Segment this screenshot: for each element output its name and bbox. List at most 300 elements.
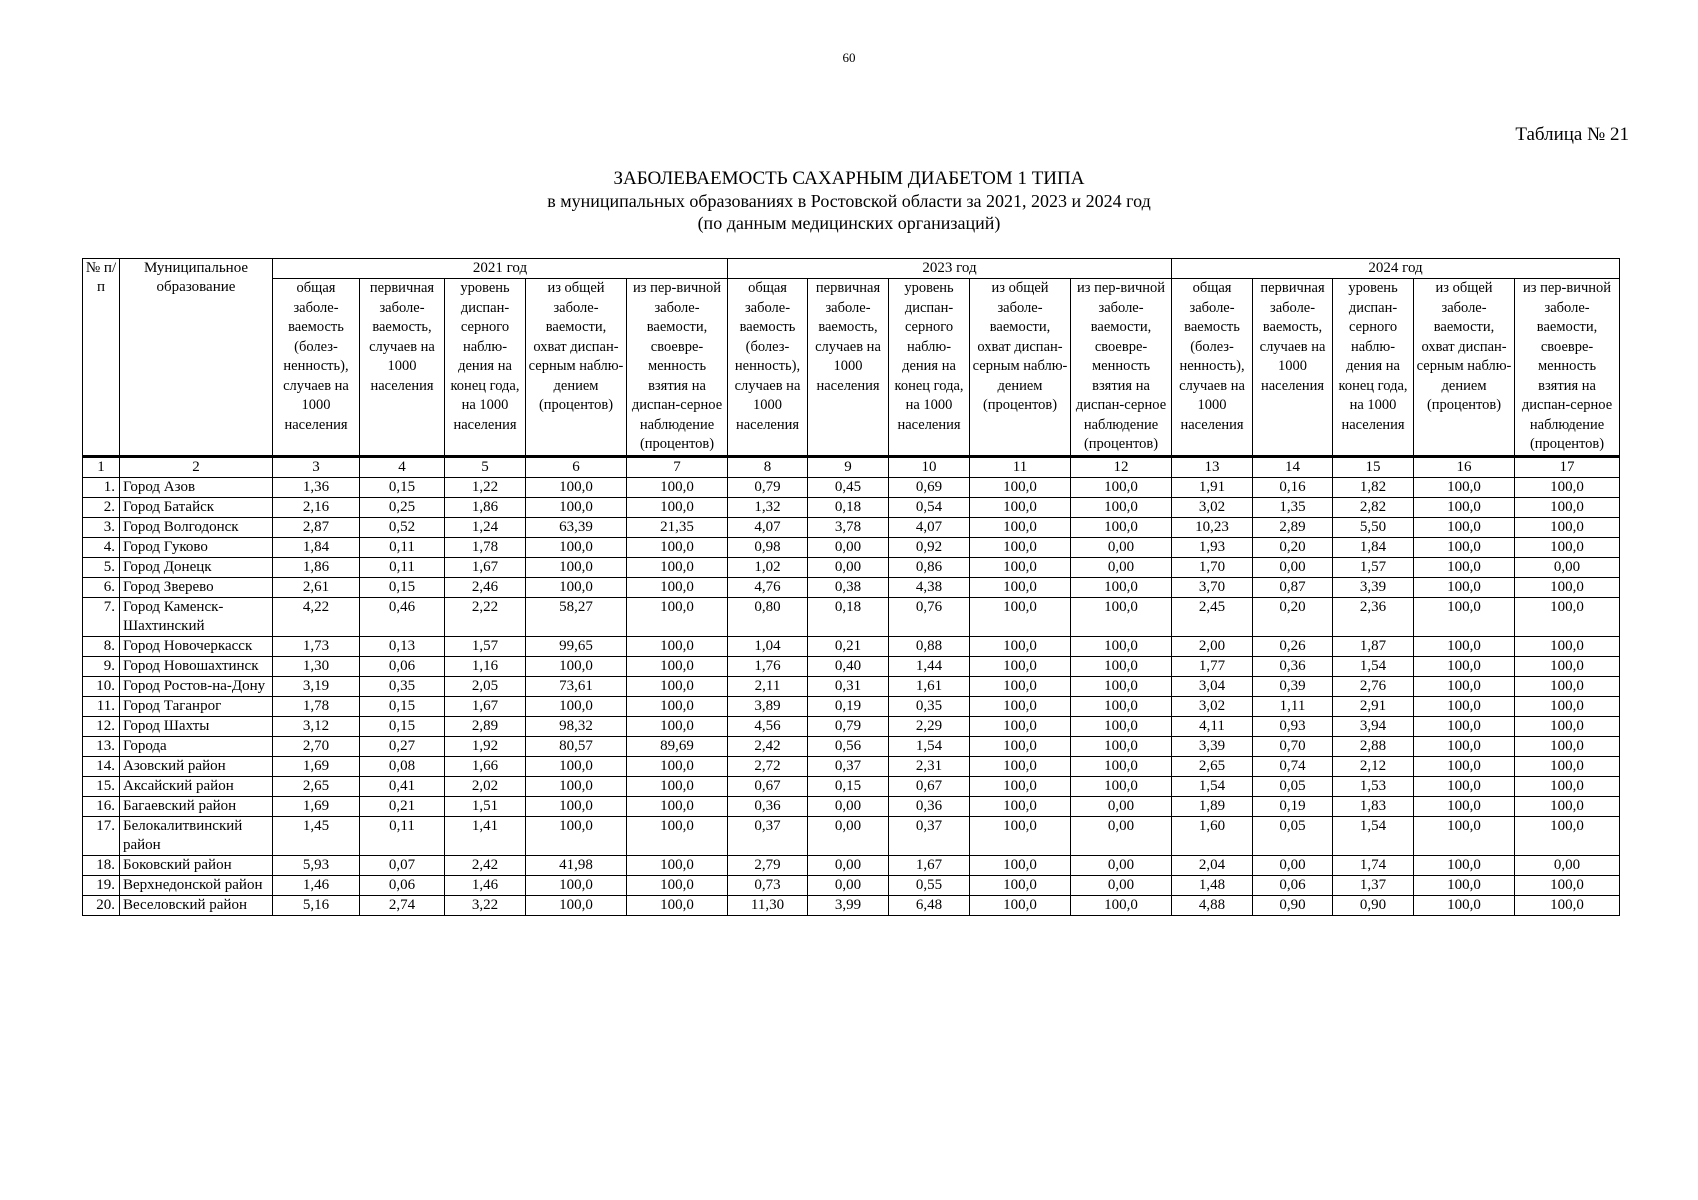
header-timely-enrollment: из пер-вичной заболе-ваемости, своевре-менность взятия на диспан-серное наблюдение (процентов) [627,279,728,457]
table-cell: 1,67 [889,855,970,875]
header-total-morbidity: общая заболе-ваемость (болез-ненность), случаев на 1000 населения [728,279,808,457]
table-cell: 0,36 [728,796,808,816]
table-cell: 1,78 [445,537,526,557]
table-row [83,696,1620,716]
table-cell: 100,0 [627,796,728,816]
table-cell: 2,00 [1172,636,1253,656]
table-cell: 1,78 [273,696,360,716]
table-cell: 0,11 [360,557,445,577]
table-cell: 100,0 [1071,676,1172,696]
table-cell: 100,0 [1515,676,1620,696]
row-number: 17. [83,816,120,855]
municipality-name: Город Каменск-Шахтинский [120,597,273,636]
header-total-morbidity: общая заболе-ваемость (болез-ненность), случаев на 1000 населения [273,279,360,457]
table-cell: 1,89 [1172,796,1253,816]
table-cell: 0,06 [360,875,445,895]
table-cell: 1,61 [889,676,970,696]
table-cell: 2,31 [889,756,970,776]
table-cell: 0,87 [1253,577,1333,597]
table-cell: 1,41 [445,816,526,855]
table-cell: 0,15 [360,696,445,716]
table-row [83,736,1620,756]
table-cell: 1,67 [445,557,526,577]
table-cell: 0,35 [360,676,445,696]
table-cell: 2,36 [1333,597,1414,636]
table-cell: 100,0 [1414,895,1515,915]
table-cell: 100,0 [1515,597,1620,636]
table-cell: 100,0 [627,656,728,676]
row-number: 5. [83,557,120,577]
table-row [83,895,1620,915]
table-cell: 0,00 [808,875,889,895]
table-row [83,537,1620,557]
municipality-name: Город Азов [120,477,273,497]
table-cell: 100,0 [1414,497,1515,517]
table-cell: 4,38 [889,577,970,597]
row-number: 20. [83,895,120,915]
table-cell: 4,07 [889,517,970,537]
table-cell: 100,0 [1515,636,1620,656]
table-cell: 100,0 [627,855,728,875]
municipality-name: Багаевский район [120,796,273,816]
table-row [83,875,1620,895]
table-cell: 3,89 [728,696,808,716]
table-cell: 100,0 [1071,656,1172,676]
column-number: 4 [360,456,445,477]
table-cell: 0,00 [1515,855,1620,875]
table-cell: 100,0 [970,577,1071,597]
table-cell: 1,83 [1333,796,1414,816]
row-number: 6. [83,577,120,597]
table-cell: 1,37 [1333,875,1414,895]
table-cell: 1,74 [1333,855,1414,875]
table-cell: 2,89 [445,716,526,736]
table-cell: 0,21 [808,636,889,656]
table-cell: 1,48 [1172,875,1253,895]
table-cell: 100,0 [627,895,728,915]
table-cell: 100,0 [1515,776,1620,796]
table-cell: 100,0 [1414,776,1515,796]
table-cell: 0,19 [1253,796,1333,816]
table-cell: 0,37 [728,816,808,855]
table-cell: 2,70 [273,736,360,756]
header-dispensary-level: уровень диспан-серного наблю-дения на конец года, на 1000 населения [445,279,526,457]
municipality-name: Город Батайск [120,497,273,517]
table-cell: 0,00 [1253,557,1333,577]
table-cell: 100,0 [970,895,1071,915]
header-dispensary-coverage: из общей заболе-ваемости, охват диспан-серным наблю-дением (процентов) [970,279,1071,457]
row-number: 19. [83,875,120,895]
header-timely-enrollment: из пер-вичной заболе-ваемости, своевре-менность взятия на диспан-серное наблюдение (процентов) [1515,279,1620,457]
table-cell: 1,45 [273,816,360,855]
header-primary-morbidity: первичная заболе-ваемость, случаев на 1000 населения [808,279,889,457]
table-cell: 100,0 [1515,656,1620,676]
header-primary-morbidity: первичная заболе-ваемость, случаев на 1000 населения [1253,279,1333,457]
table-cell: 100,0 [970,776,1071,796]
column-number: 6 [526,456,627,477]
table-cell: 1,51 [445,796,526,816]
table-cell: 1,69 [273,756,360,776]
table-cell: 0,67 [889,776,970,796]
table-cell: 100,0 [1515,875,1620,895]
column-number: 7 [627,456,728,477]
table-cell: 100,0 [1071,477,1172,497]
table-cell: 100,0 [1414,636,1515,656]
table-cell: 2,74 [360,895,445,915]
table-cell: 1,36 [273,477,360,497]
table-cell: 0,13 [360,636,445,656]
table-cell: 2,04 [1172,855,1253,875]
table-cell: 100,0 [526,776,627,796]
municipality-name: Город Волгодонск [120,517,273,537]
table-cell: 100,0 [1071,577,1172,597]
municipality-name: Аксайский район [120,776,273,796]
table-cell: 0,06 [360,656,445,676]
table-cell: 1,44 [889,656,970,676]
table-cell: 1,54 [1333,816,1414,855]
municipality-name: Город Таганрог [120,696,273,716]
table-cell: 2,65 [1172,756,1253,776]
column-number: 12 [1071,456,1172,477]
table-cell: 100,0 [1515,517,1620,537]
table-cell: 3,39 [1172,736,1253,756]
table-cell: 2,29 [889,716,970,736]
table-cell: 0,00 [808,557,889,577]
table-cell: 100,0 [627,477,728,497]
table-cell: 1,02 [728,557,808,577]
table-cell: 2,61 [273,577,360,597]
table-cell: 3,99 [808,895,889,915]
table-cell: 1,93 [1172,537,1253,557]
table-cell: 21,35 [627,517,728,537]
table-cell: 5,50 [1333,517,1414,537]
table-cell: 100,0 [1414,577,1515,597]
table-cell: 0,18 [808,497,889,517]
table-cell: 100,0 [526,656,627,676]
table-cell: 0,00 [808,537,889,557]
table-cell: 1,57 [1333,557,1414,577]
table-cell: 3,12 [273,716,360,736]
table-cell: 4,07 [728,517,808,537]
column-number: 3 [273,456,360,477]
table-cell: 3,22 [445,895,526,915]
table-cell: 100,0 [627,577,728,597]
table-cell: 100,0 [970,497,1071,517]
table-cell: 100,0 [1414,796,1515,816]
table-cell: 100,0 [627,537,728,557]
header-year-2023: 2023 год [728,259,1172,279]
table-cell: 100,0 [970,796,1071,816]
header-primary-morbidity: первичная заболе-ваемость, случаев на 1000 населения [360,279,445,457]
table-cell: 0,92 [889,537,970,557]
header-year-2021: 2021 год [273,259,728,279]
table-cell: 1,11 [1253,696,1333,716]
table-cell: 100,0 [1414,477,1515,497]
table-cell: 0,86 [889,557,970,577]
table-cell: 100,0 [1071,517,1172,537]
table-cell: 1,84 [273,537,360,557]
header-total-morbidity: общая заболе-ваемость (болез-ненность), случаев на 1000 населения [1172,279,1253,457]
municipality-name: Город Ростов-на-Дону [120,676,273,696]
document-source-note: (по данным медицинских организаций) [697,213,1001,233]
municipality-name: Города [120,736,273,756]
table-cell: 100,0 [1071,776,1172,796]
table-cell: 6,48 [889,895,970,915]
table-cell: 0,00 [1515,557,1620,577]
row-number: 13. [83,736,120,756]
table-cell: 100,0 [627,776,728,796]
table-cell: 100,0 [627,636,728,656]
table-cell: 100,0 [1515,696,1620,716]
table-cell: 100,0 [970,557,1071,577]
table-cell: 100,0 [1071,597,1172,636]
table-cell: 2,12 [1333,756,1414,776]
table-cell: 0,15 [360,577,445,597]
table-cell: 1,54 [1172,776,1253,796]
table-cell: 0,76 [889,597,970,636]
table-cell: 0,37 [889,816,970,855]
table-cell: 1,30 [273,656,360,676]
table-cell: 4,88 [1172,895,1253,915]
table-cell: 100,0 [970,656,1071,676]
table-cell: 1,69 [273,796,360,816]
table-cell: 1,24 [445,517,526,537]
table-cell: 2,76 [1333,676,1414,696]
row-number: 11. [83,696,120,716]
table-body [83,477,1620,915]
table-cell: 100,0 [970,756,1071,776]
table-cell: 0,80 [728,597,808,636]
table-cell: 0,00 [808,855,889,875]
table-cell: 100,0 [526,796,627,816]
table-cell: 100,0 [970,636,1071,656]
table-cell: 2,46 [445,577,526,597]
table-cell: 0,00 [1071,816,1172,855]
table-cell: 100,0 [1414,875,1515,895]
table-cell: 0,38 [808,577,889,597]
table-cell: 0,79 [728,477,808,497]
table-cell: 89,69 [627,736,728,756]
table-cell: 100,0 [627,816,728,855]
table-cell: 100,0 [1515,477,1620,497]
municipality-name: Город Новошахтинск [120,656,273,676]
table-cell: 2,42 [728,736,808,756]
table-cell: 100,0 [1515,537,1620,557]
table-cell: 2,45 [1172,597,1253,636]
table-cell: 0,08 [360,756,445,776]
header-no: № п/п [83,259,120,457]
table-cell: 100,0 [970,875,1071,895]
table-cell: 1,66 [445,756,526,776]
table-cell: 3,02 [1172,696,1253,716]
table-row [83,816,1620,855]
table-row [83,716,1620,736]
table-cell: 1,82 [1333,477,1414,497]
table-cell: 100,0 [1071,716,1172,736]
table-cell: 0,93 [1253,716,1333,736]
row-number: 12. [83,716,120,736]
table-cell: 0,37 [808,756,889,776]
table-cell: 0,56 [808,736,889,756]
table-cell: 100,0 [1515,895,1620,915]
municipality-name: Город Новочеркасск [120,636,273,656]
table-cell: 0,26 [1253,636,1333,656]
table-cell: 100,0 [627,716,728,736]
table-row [83,796,1620,816]
table-cell: 0,41 [360,776,445,796]
table-cell: 100,0 [627,875,728,895]
table-cell: 5,16 [273,895,360,915]
table-row [83,477,1620,497]
table-cell: 4,22 [273,597,360,636]
table-cell: 1,22 [445,477,526,497]
table-cell: 100,0 [627,557,728,577]
table-cell: 1,73 [273,636,360,656]
table-cell: 0,27 [360,736,445,756]
table-cell: 1,16 [445,656,526,676]
title-block [0,168,1698,234]
table-cell: 100,0 [1414,676,1515,696]
column-number: 13 [1172,456,1253,477]
table-cell: 1,54 [1333,656,1414,676]
table-cell: 100,0 [1515,497,1620,517]
municipality-name: Город Гуково [120,537,273,557]
table-cell: 3,19 [273,676,360,696]
row-number: 1. [83,477,120,497]
table-cell: 1,32 [728,497,808,517]
header-municipality: Муниципальное образование [120,259,273,457]
table-cell: 100,0 [1414,656,1515,676]
table-cell: 1,60 [1172,816,1253,855]
table-cell: 2,72 [728,756,808,776]
table-cell: 11,30 [728,895,808,915]
table-cell: 100,0 [1515,756,1620,776]
table-cell: 0,46 [360,597,445,636]
row-number: 15. [83,776,120,796]
table-row [83,517,1620,537]
table-cell: 100,0 [526,756,627,776]
table-cell: 0,11 [360,816,445,855]
municipality-name: Белокалитвинский район [120,816,273,855]
table-cell: 100,0 [970,816,1071,855]
page-number: 60 [842,50,856,65]
table-cell: 100,0 [1414,557,1515,577]
table-cell: 100,0 [526,537,627,557]
table-cell: 2,16 [273,497,360,517]
table-cell: 100,0 [970,736,1071,756]
row-number: 16. [83,796,120,816]
table-cell: 100,0 [1414,716,1515,736]
row-number: 4. [83,537,120,557]
table-cell: 100,0 [1414,597,1515,636]
table-cell: 100,0 [1515,577,1620,597]
table-cell: 0,31 [808,676,889,696]
table-cell: 100,0 [627,597,728,636]
table-cell: 0,15 [360,716,445,736]
table-row [83,756,1620,776]
table-cell: 100,0 [1071,895,1172,915]
table-cell: 10,23 [1172,517,1253,537]
table-cell: 0,36 [889,796,970,816]
table-number: Таблица № 21 [1515,124,1629,145]
table-cell: 0,00 [1071,875,1172,895]
table-cell: 0,25 [360,497,445,517]
table-cell: 100,0 [526,895,627,915]
table-cell: 58,27 [526,597,627,636]
header-dispensary-coverage: из общей заболе-ваемости, охват диспан-серным наблю-дением (процентов) [1414,279,1515,457]
header-dispensary-level: уровень диспан-серного наблю-дения на конец года, на 1000 населения [889,279,970,457]
table-cell: 100,0 [627,497,728,517]
table-cell: 0,05 [1253,816,1333,855]
row-number: 14. [83,756,120,776]
table-cell: 0,21 [360,796,445,816]
table-cell: 1,77 [1172,656,1253,676]
table-cell: 1,54 [889,736,970,756]
table-row [83,656,1620,676]
column-number: 15 [1333,456,1414,477]
table-cell: 100,0 [1414,696,1515,716]
table-cell: 2,91 [1333,696,1414,716]
header-year-2024: 2024 год [1172,259,1620,279]
table-cell: 1,35 [1253,497,1333,517]
table-cell: 100,0 [1515,736,1620,756]
table-cell: 2,88 [1333,736,1414,756]
table-cell: 3,04 [1172,676,1253,696]
table-cell: 1,86 [445,497,526,517]
table-cell: 100,0 [970,676,1071,696]
row-number: 2. [83,497,120,517]
row-number: 9. [83,656,120,676]
table-cell: 0,00 [1071,796,1172,816]
header-timely-enrollment: из пер-вичной заболе-ваемости, своевре-менность взятия на диспан-серное наблюдение (процентов) [1071,279,1172,457]
table-cell: 5,93 [273,855,360,875]
municipality-name: Город Зверево [120,577,273,597]
table-cell: 100,0 [970,597,1071,636]
table-cell: 2,02 [445,776,526,796]
table-cell: 100,0 [526,557,627,577]
table-cell: 100,0 [970,517,1071,537]
table-cell: 0,05 [1253,776,1333,796]
table-cell: 1,92 [445,736,526,756]
municipality-name: Город Донецк [120,557,273,577]
column-number: 14 [1253,456,1333,477]
table-cell: 0,67 [728,776,808,796]
morbidity-table [82,258,1620,916]
table-cell: 1,57 [445,636,526,656]
column-number: 2 [120,456,273,477]
table-cell: 1,46 [273,875,360,895]
table-cell: 1,91 [1172,477,1253,497]
table-row [83,557,1620,577]
table-cell: 100,0 [627,676,728,696]
table-cell: 1,76 [728,656,808,676]
table-cell: 100,0 [1515,716,1620,736]
table-row [83,597,1620,636]
document-subtitle: в муниципальных образованиях в Ростовской области за 2021, 2023 и 2024 год [547,191,1151,211]
table-cell: 73,61 [526,676,627,696]
table-cell: 100,0 [970,855,1071,875]
table-cell: 0,79 [808,716,889,736]
column-number: 1 [83,456,120,477]
table-cell: 0,74 [1253,756,1333,776]
table-cell: 0,00 [1071,557,1172,577]
table-cell: 0,07 [360,855,445,875]
header-dispensary-level: уровень диспан-серного наблю-дения на конец года, на 1000 населения [1333,279,1414,457]
table-cell: 3,39 [1333,577,1414,597]
header-dispensary-coverage: из общей заболе-ваемости, охват диспан-серным наблю-дением (процентов) [526,279,627,457]
table-cell: 2,22 [445,597,526,636]
table-cell: 0,06 [1253,875,1333,895]
